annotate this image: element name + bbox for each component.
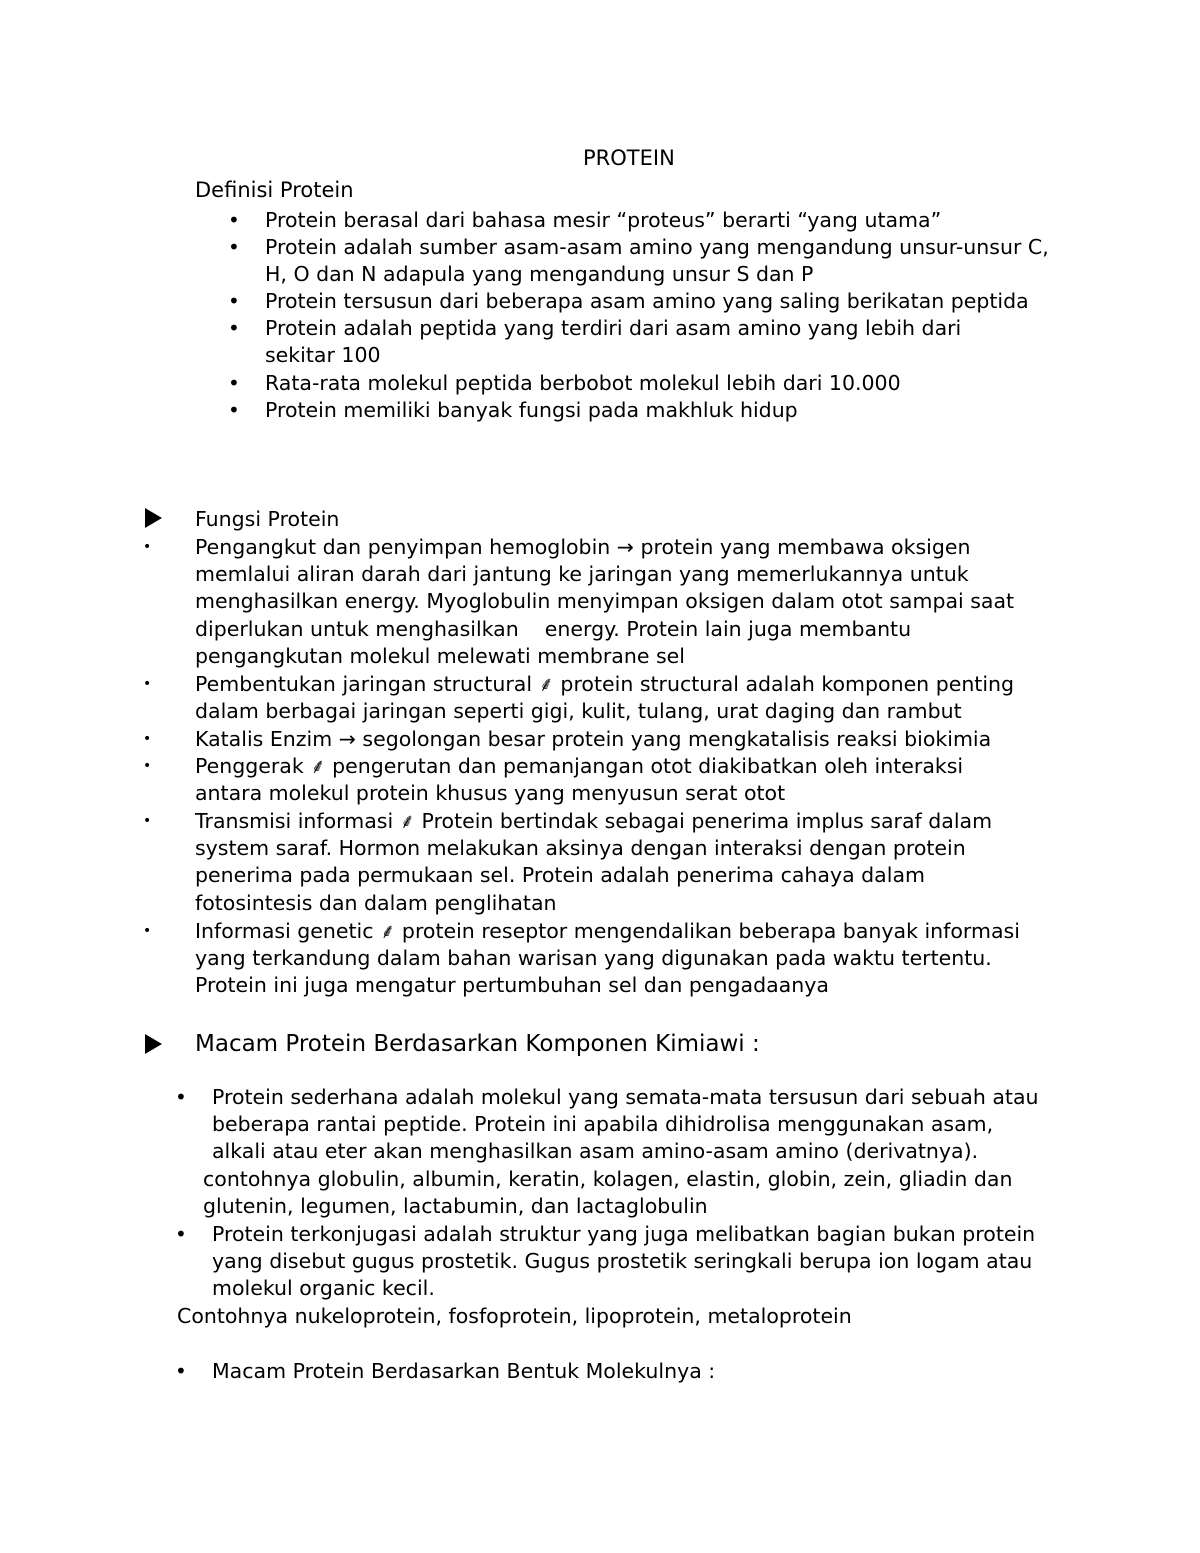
bullet-icon: • <box>228 235 240 259</box>
list-item: Penggerak ⸙ pengerutan dan pemanjangan otot diakibatkan oleh interaksi antara molekul protein khusus yang menyusun serat otot <box>195 754 964 806</box>
bentuk-heading: Macam Protein Berdasarkan Bentuk Molekulnya : <box>212 1359 716 1383</box>
list-item: Protein sederhana adalah molekul yang semata-mata tersusun dari sebuah atau beberapa rantai peptide. Protein ini apabila dihidrolisa menggunakan asam, alkali atau eter akan menghasilkan asam amino-asam amino (derivatnya). <box>212 1085 1039 1164</box>
small-bullet-icon: • <box>143 676 152 692</box>
list-item: Protein memiliki banyak fungsi pada makhluk hidup <box>265 398 798 422</box>
list-item: Protein adalah peptida yang terdiri dari asam amino yang lebih dari sekitar 100 <box>265 316 962 368</box>
arrow-bullet-icon <box>145 1034 162 1054</box>
small-bullet-icon: • <box>143 731 152 747</box>
bullet-icon: • <box>228 371 240 395</box>
example-text: Contohnya nukeloprotein, fosfoprotein, lipoprotein, metaloprotein <box>177 1304 852 1328</box>
list-item: Rata-rata molekul peptida berbobot molekul lebih dari 10.000 <box>265 371 901 395</box>
example-text: contohnya globulin, albumin, keratin, kolagen, elastin, globin, zein, gliadin dan glutenin, legumen, lactabumin, dan lactaglobulin <box>203 1167 1013 1219</box>
kimiawi-heading: Macam Protein Berdasarkan Komponen Kimiawi : <box>195 1031 760 1057</box>
list-item: Informasi genetic ⸙ protein reseptor mengendalikan beberapa banyak informasi yang terkandung dalam bahan warisan yang digunakan pada waktu tertentu. Protein ini juga mengatur pertumbuhan sel dan pengadaanya <box>195 919 1020 998</box>
list-item: Pembentukan jaringan structural ⸙ protein structural adalah komponen penting dalam berbagai jaringan seperti gigi, kulit, tulang, urat daging dan rambut <box>195 672 1015 724</box>
fungsi-heading: Fungsi Protein <box>195 507 340 531</box>
bullet-icon: • <box>228 289 240 313</box>
arrow-bullet-icon <box>145 508 162 528</box>
small-bullet-icon: • <box>143 758 152 774</box>
bullet-icon: • <box>228 208 240 232</box>
bullet-icon: • <box>175 1222 187 1246</box>
small-bullet-icon: • <box>143 539 152 555</box>
list-item: Protein terkonjugasi adalah struktur yang juga melibatkan bagian bukan protein yang disebut gugus prostetik. Gugus prostetik seringkali berupa ion logam atau molekul organic kecil. <box>212 1222 1036 1301</box>
list-item: Protein berasal dari bahasa mesir “proteus” berarti “yang utama” <box>265 208 942 232</box>
list-item: Pengangkut dan penyimpan hemoglobin → protein yang membawa oksigen memlalui aliran darah dari jantung ke jaringan yang memerlukannya untuk menghasilkan energy. Myoglobulin menyimpan oksigen dalam otot sampai saat diperlukan untuk menghasilkan energy. Protein lain juga membantu pengangkutan molekul melewati membrane sel <box>195 535 1015 668</box>
bullet-icon: • <box>228 316 240 340</box>
list-item: Protein adalah sumber asam-asam amino yang mengandung unsur-unsur C, H, O dan N adapula yang mengandung unsur S dan P <box>265 235 1049 287</box>
list-item: Protein tersusun dari beberapa asam amino yang saling berikatan peptida <box>265 289 1029 313</box>
bullet-icon: • <box>175 1085 187 1109</box>
small-bullet-icon: • <box>143 813 152 829</box>
list-item: Transmisi informasi ⸙ Protein bertindak sebagai penerima implus saraf dalam system saraf. Hormon melakukan aksinya dengan interaksi dengan protein penerima pada permukaan sel. Protein adalah penerima cahaya dalam fotosintesis dan dalam penglihatan <box>195 809 993 915</box>
definisi-heading: Definisi Protein <box>195 178 354 202</box>
bullet-icon: • <box>228 398 240 422</box>
page-title: PROTEIN <box>583 146 675 170</box>
small-bullet-icon: • <box>143 923 152 939</box>
list-item: Katalis Enzim → segolongan besar protein yang mengkatalisis reaksi biokimia <box>195 727 992 751</box>
bullet-icon: • <box>175 1359 187 1383</box>
